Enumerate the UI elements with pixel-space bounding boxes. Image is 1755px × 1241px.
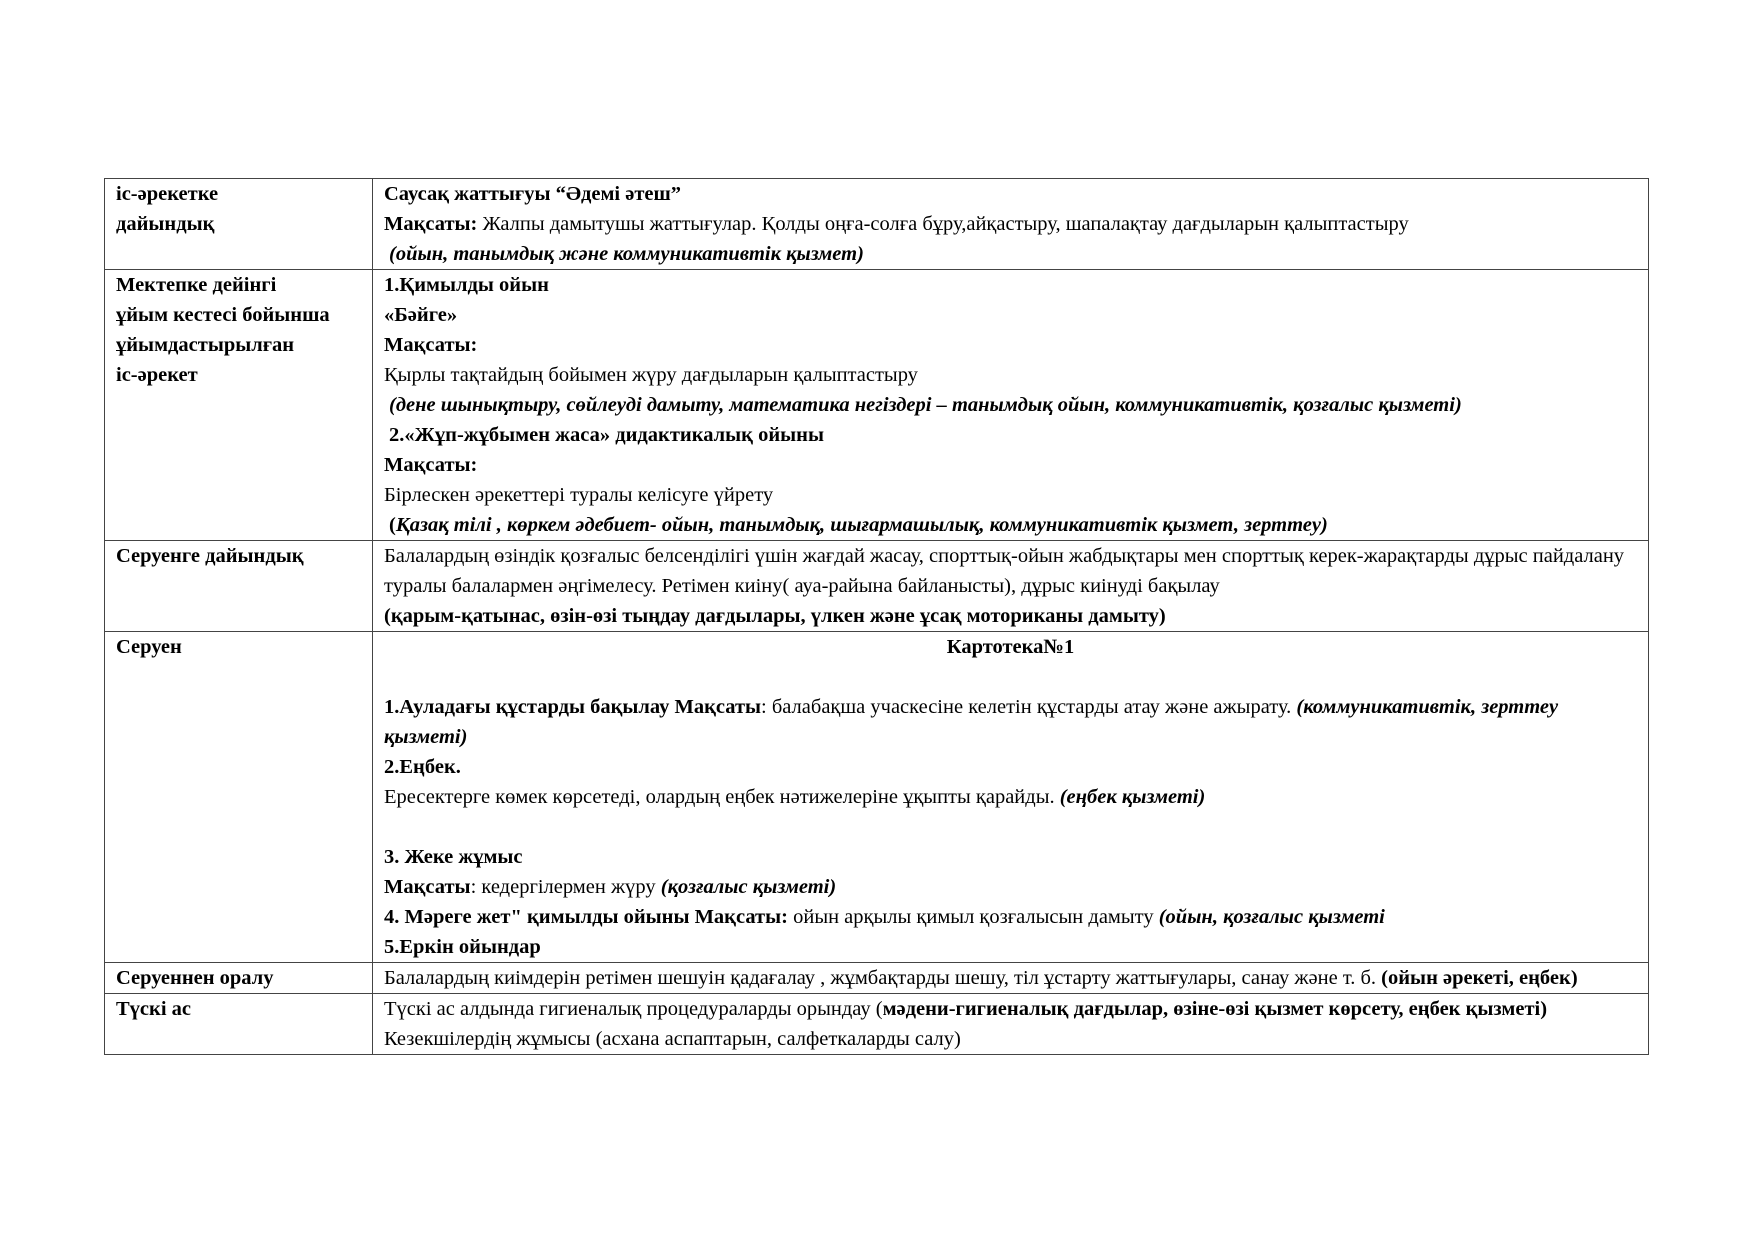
- row-label-line: ұйымдастырылған: [116, 334, 295, 356]
- row-label-cell: [105, 179, 373, 270]
- row-label-cell: [105, 632, 373, 963]
- walk-item-4: [384, 902, 1637, 932]
- item-text: : балабақша учаскесіне келетін құстарды атау және ажырату.: [761, 696, 1297, 718]
- item-title: 3. Жеке жұмыс: [384, 846, 523, 868]
- table-row: [105, 632, 1649, 963]
- item-title: 2.Еңбек.: [384, 756, 461, 778]
- activity-note: (дене шынықтыру, сөйлеуді дамыту, математика негіздері – танымдық ойын, коммуникативтік, қозғалыс қызметі): [389, 394, 1462, 416]
- row-label-line: Түскі ас: [116, 998, 192, 1020]
- card-title: Картотека№1: [946, 636, 1075, 658]
- item-title: .Еркін ойындар: [394, 936, 541, 958]
- goal-text: Қырлы тақтайдың бойымен жүру дағдыларын қалыптастыру: [384, 364, 918, 386]
- table-row: [105, 179, 1649, 270]
- game-title: 1.Қимылды ойын: [384, 274, 549, 296]
- goal-label: Мақсаты: [384, 876, 471, 898]
- duty-text: Кезекшілердің жұмысы (асхана аспаптарын, салфеткаларды салу): [384, 1028, 961, 1050]
- description-text: [384, 994, 1637, 1024]
- table-row: [105, 963, 1649, 994]
- row-content-cell: [373, 270, 1649, 541]
- walk-item-5: [384, 932, 1637, 962]
- activity-note: (қарым-қатынас, өзін-өзі тыңдау дағдылары, үлкен және ұсақ моториканы дамыту): [384, 605, 1166, 627]
- row-content-cell: [373, 541, 1649, 632]
- lunch-text: Түскі ас алдында гигиеналық процедураларды орындау (: [384, 998, 883, 1020]
- row-label-line: Серуенге дайындық: [116, 545, 304, 567]
- activity-note: (ойын, қозғалыс қызметі: [1158, 906, 1385, 928]
- item-title: 4. Мәреге жет" қимылды ойыны Мақсаты:: [384, 906, 788, 928]
- row-label-line: Мектепке дейінгі: [116, 274, 277, 296]
- item-number: 5: [384, 936, 395, 958]
- activity-text: Қазақ тілі , көркем әдебиет- ойын, танымдық, шығармашылық, коммуникативтік қызмет, зерттеу): [395, 514, 1328, 536]
- table-row: [105, 270, 1649, 541]
- schedule-table: [104, 178, 1649, 1055]
- row-label-line: ұйым кестесі бойынша: [116, 304, 330, 326]
- description-text: Балалардың өзіндік қозғалыс белсенділігі үшін жағдай жасау, спорттық-ойын жабдықтары мен спорттық керек-жарақтарды дұрыс пайдалану туралы балалармен әңгімелесу. Ретімен киіну( ауа-райына байланысты), дұрыс киінуді бақылау: [384, 545, 1625, 597]
- row-label-cell: [105, 270, 373, 541]
- spacer: [384, 662, 1637, 692]
- goal-text: Бірлескен әрекеттері туралы келісуге үйрету: [384, 484, 774, 506]
- row-content-cell: [373, 963, 1649, 994]
- description-text: [384, 963, 1637, 993]
- goal-label: Мақсаты:: [384, 334, 478, 356]
- walk-item-1: [384, 692, 1637, 752]
- item-text: ойын арқылы қимыл қозғалысын дамыту: [787, 906, 1159, 928]
- row-label-line: Серуеннен оралу: [116, 967, 274, 989]
- activity-note: [384, 510, 1637, 540]
- table-row: [105, 541, 1649, 632]
- row-label-line: іс-әрекет: [116, 364, 198, 386]
- goal-label: Мақсаты:: [384, 454, 478, 476]
- item-text: Ересектерге көмек көрсетеді, олардың еңбек нәтижелеріне ұқыпты қарайды.: [384, 786, 1060, 808]
- row-label-cell: [105, 963, 373, 994]
- row-label-cell: [105, 994, 373, 1055]
- row-content-cell: [373, 994, 1649, 1055]
- table-row: [105, 994, 1649, 1055]
- paren-open: (: [389, 514, 396, 536]
- activity-note: (қозғалыс қызметі): [660, 876, 837, 898]
- activity-note: (коммуникативтік, зерттеу қызметі): [384, 696, 1559, 748]
- activity-note: мәдени-гигиеналық дағдылар, өзіне-өзі қызмет көрсету, еңбек қызметі): [882, 998, 1548, 1020]
- walk-item-3: [384, 872, 1637, 902]
- row-label-line: Серуен: [116, 636, 182, 658]
- activity-note: (еңбек қызметі): [1059, 786, 1206, 808]
- goal-text: Жалпы дамытушы жаттығулар. Қолды оңға-солға бұру,айқастыру, шапалақтау дағдыларын қалыптастыру: [482, 213, 1409, 235]
- spacer: [384, 812, 1637, 842]
- goal-text: : кедергілермен жүру: [470, 876, 661, 898]
- row-label-line: дайындық: [116, 213, 215, 235]
- goal-label: Мақсаты:: [384, 213, 483, 235]
- exercise-title: Саусақ жаттығуы “Әдемі әтеш”: [384, 183, 682, 205]
- item-title: 1.Ауладағы құстарды бақылау Мақсаты: [384, 696, 762, 718]
- game-title: 2.«Жұп-жұбымен жаса» дидактикалық ойыны: [389, 424, 824, 446]
- row-label-cell: [105, 541, 373, 632]
- activity-note: (ойын әрекеті, еңбек): [1381, 967, 1578, 989]
- walk-item-2: [384, 782, 1637, 812]
- activity-note: (ойын, танымдық және коммуникативтік қызмет): [389, 243, 864, 265]
- return-text: Балалардың киімдерін ретімен шешуін қадағалау , жұмбақтарды шешу, тіл ұстарту жаттығулары, санау және т. б.: [384, 967, 1382, 989]
- row-content-cell: [373, 632, 1649, 963]
- game-name: «Бәйге»: [384, 304, 458, 326]
- row-label-line: іс-әрекетке: [116, 183, 219, 205]
- row-content-cell: [373, 179, 1649, 270]
- goal-line: [384, 209, 1637, 239]
